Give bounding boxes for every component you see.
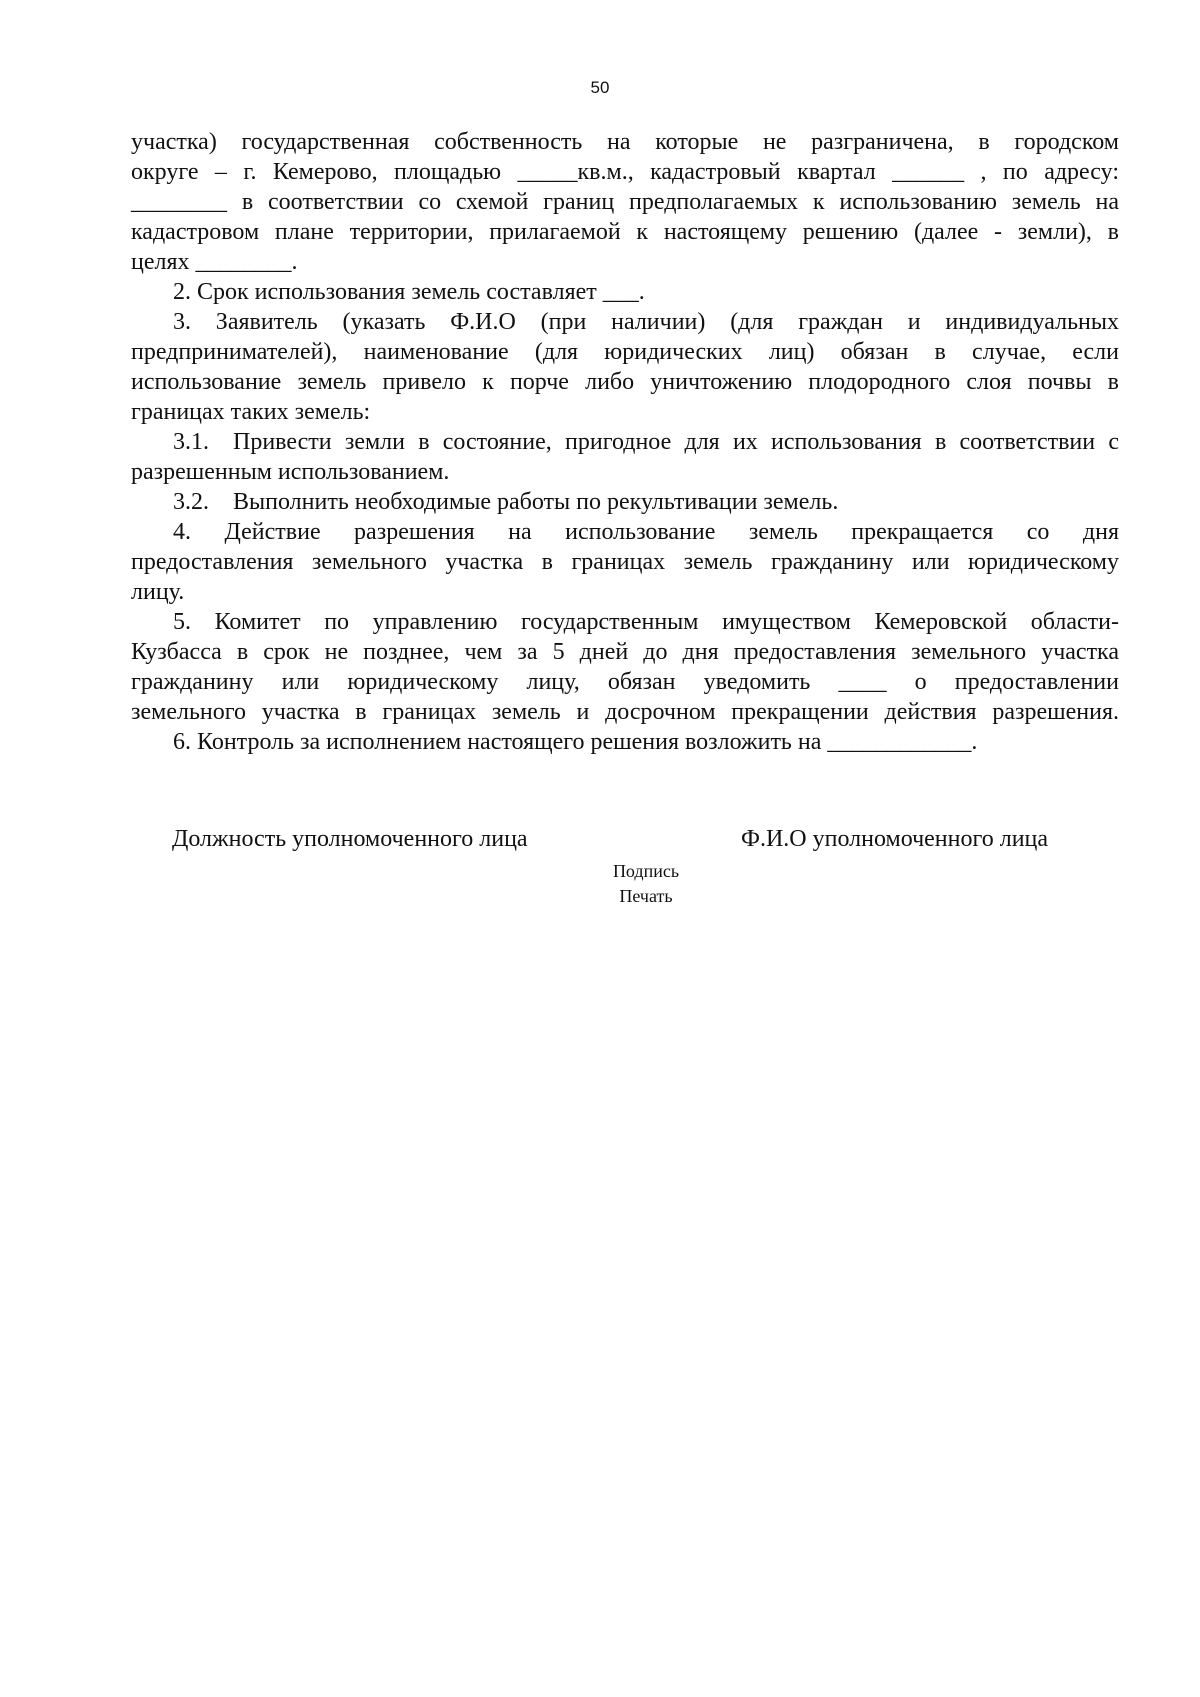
text-line: Кузбасса в срок не позднее, чем за 5 дней до дня предоставления земельного участка	[131, 639, 1119, 665]
text-line: гражданину или юридическому лицу, обязан уведомить ____ о предоставлении	[131, 669, 1119, 695]
stamp-label: Печать	[619, 886, 673, 906]
text-line: земельного участка в границах земель и досрочном прекращении действия разрешения.	[131, 699, 1119, 725]
text-line: ________ в соответствии со схемой границ предполагаемых к использованию земель на	[131, 189, 1119, 215]
text-line: лицу.	[131, 579, 185, 605]
official-name-label: Ф.И.О уполномоченного лица	[741, 826, 1049, 852]
item-number: 3.1.	[173, 429, 209, 455]
item-text: Выполнить необходимые работы по рекультивации земель.	[233, 489, 839, 515]
text-line: округе – г. Кемерово, площадью _____кв.м., кадастровый квартал ______ , по адресу:	[131, 159, 1119, 185]
paragraph-3-2	[131, 487, 1119, 517]
text-line: предпринимателей), наименование (для юридических лиц) обязан в случае, если	[131, 339, 1119, 365]
text-line: целях ________.	[131, 249, 298, 275]
text-line: использование земель привело к порче либо уничтожению плодородного слоя почвы в	[131, 369, 1119, 395]
signature-label: Подпись	[612, 861, 680, 881]
paragraph-4: 4. Действие разрешения на использование земель прекращается со дня	[173, 519, 1119, 545]
paragraph-5: 5. Комитет по управлению государственным имуществом Кемеровской области-	[173, 609, 1119, 635]
item-number: 3.2.	[173, 489, 209, 515]
paragraph-3: 3. Заявитель (указать Ф.И.О (при наличии) (для граждан и индивидуальных	[173, 309, 1119, 335]
document-body	[131, 127, 1119, 757]
paragraph-3-1	[131, 427, 1119, 457]
text-line: разрешенным использованием.	[131, 459, 450, 485]
text-line: участка) государственная собственность на которые не разграничена, в городском	[131, 129, 1119, 155]
page-number: 50	[590, 78, 610, 97]
paragraph-6: 6. Контроль за исполнением настоящего решения возложить на ____________.	[173, 729, 978, 755]
paragraph-2: 2. Срок использования земель составляет ___.	[173, 279, 645, 305]
text-line: кадастровом плане территории, прилагаемой к настоящему решению (далее - земли), в	[131, 219, 1119, 245]
item-text: Привести земли в состояние, пригодное для их использования в соответствии с	[233, 429, 1119, 455]
text-line: границах таких земель:	[131, 399, 371, 425]
official-position-label: Должность уполномоченного лица	[172, 826, 528, 852]
text-line: предоставления земельного участка в границах земель гражданину или юридическому	[131, 549, 1119, 575]
